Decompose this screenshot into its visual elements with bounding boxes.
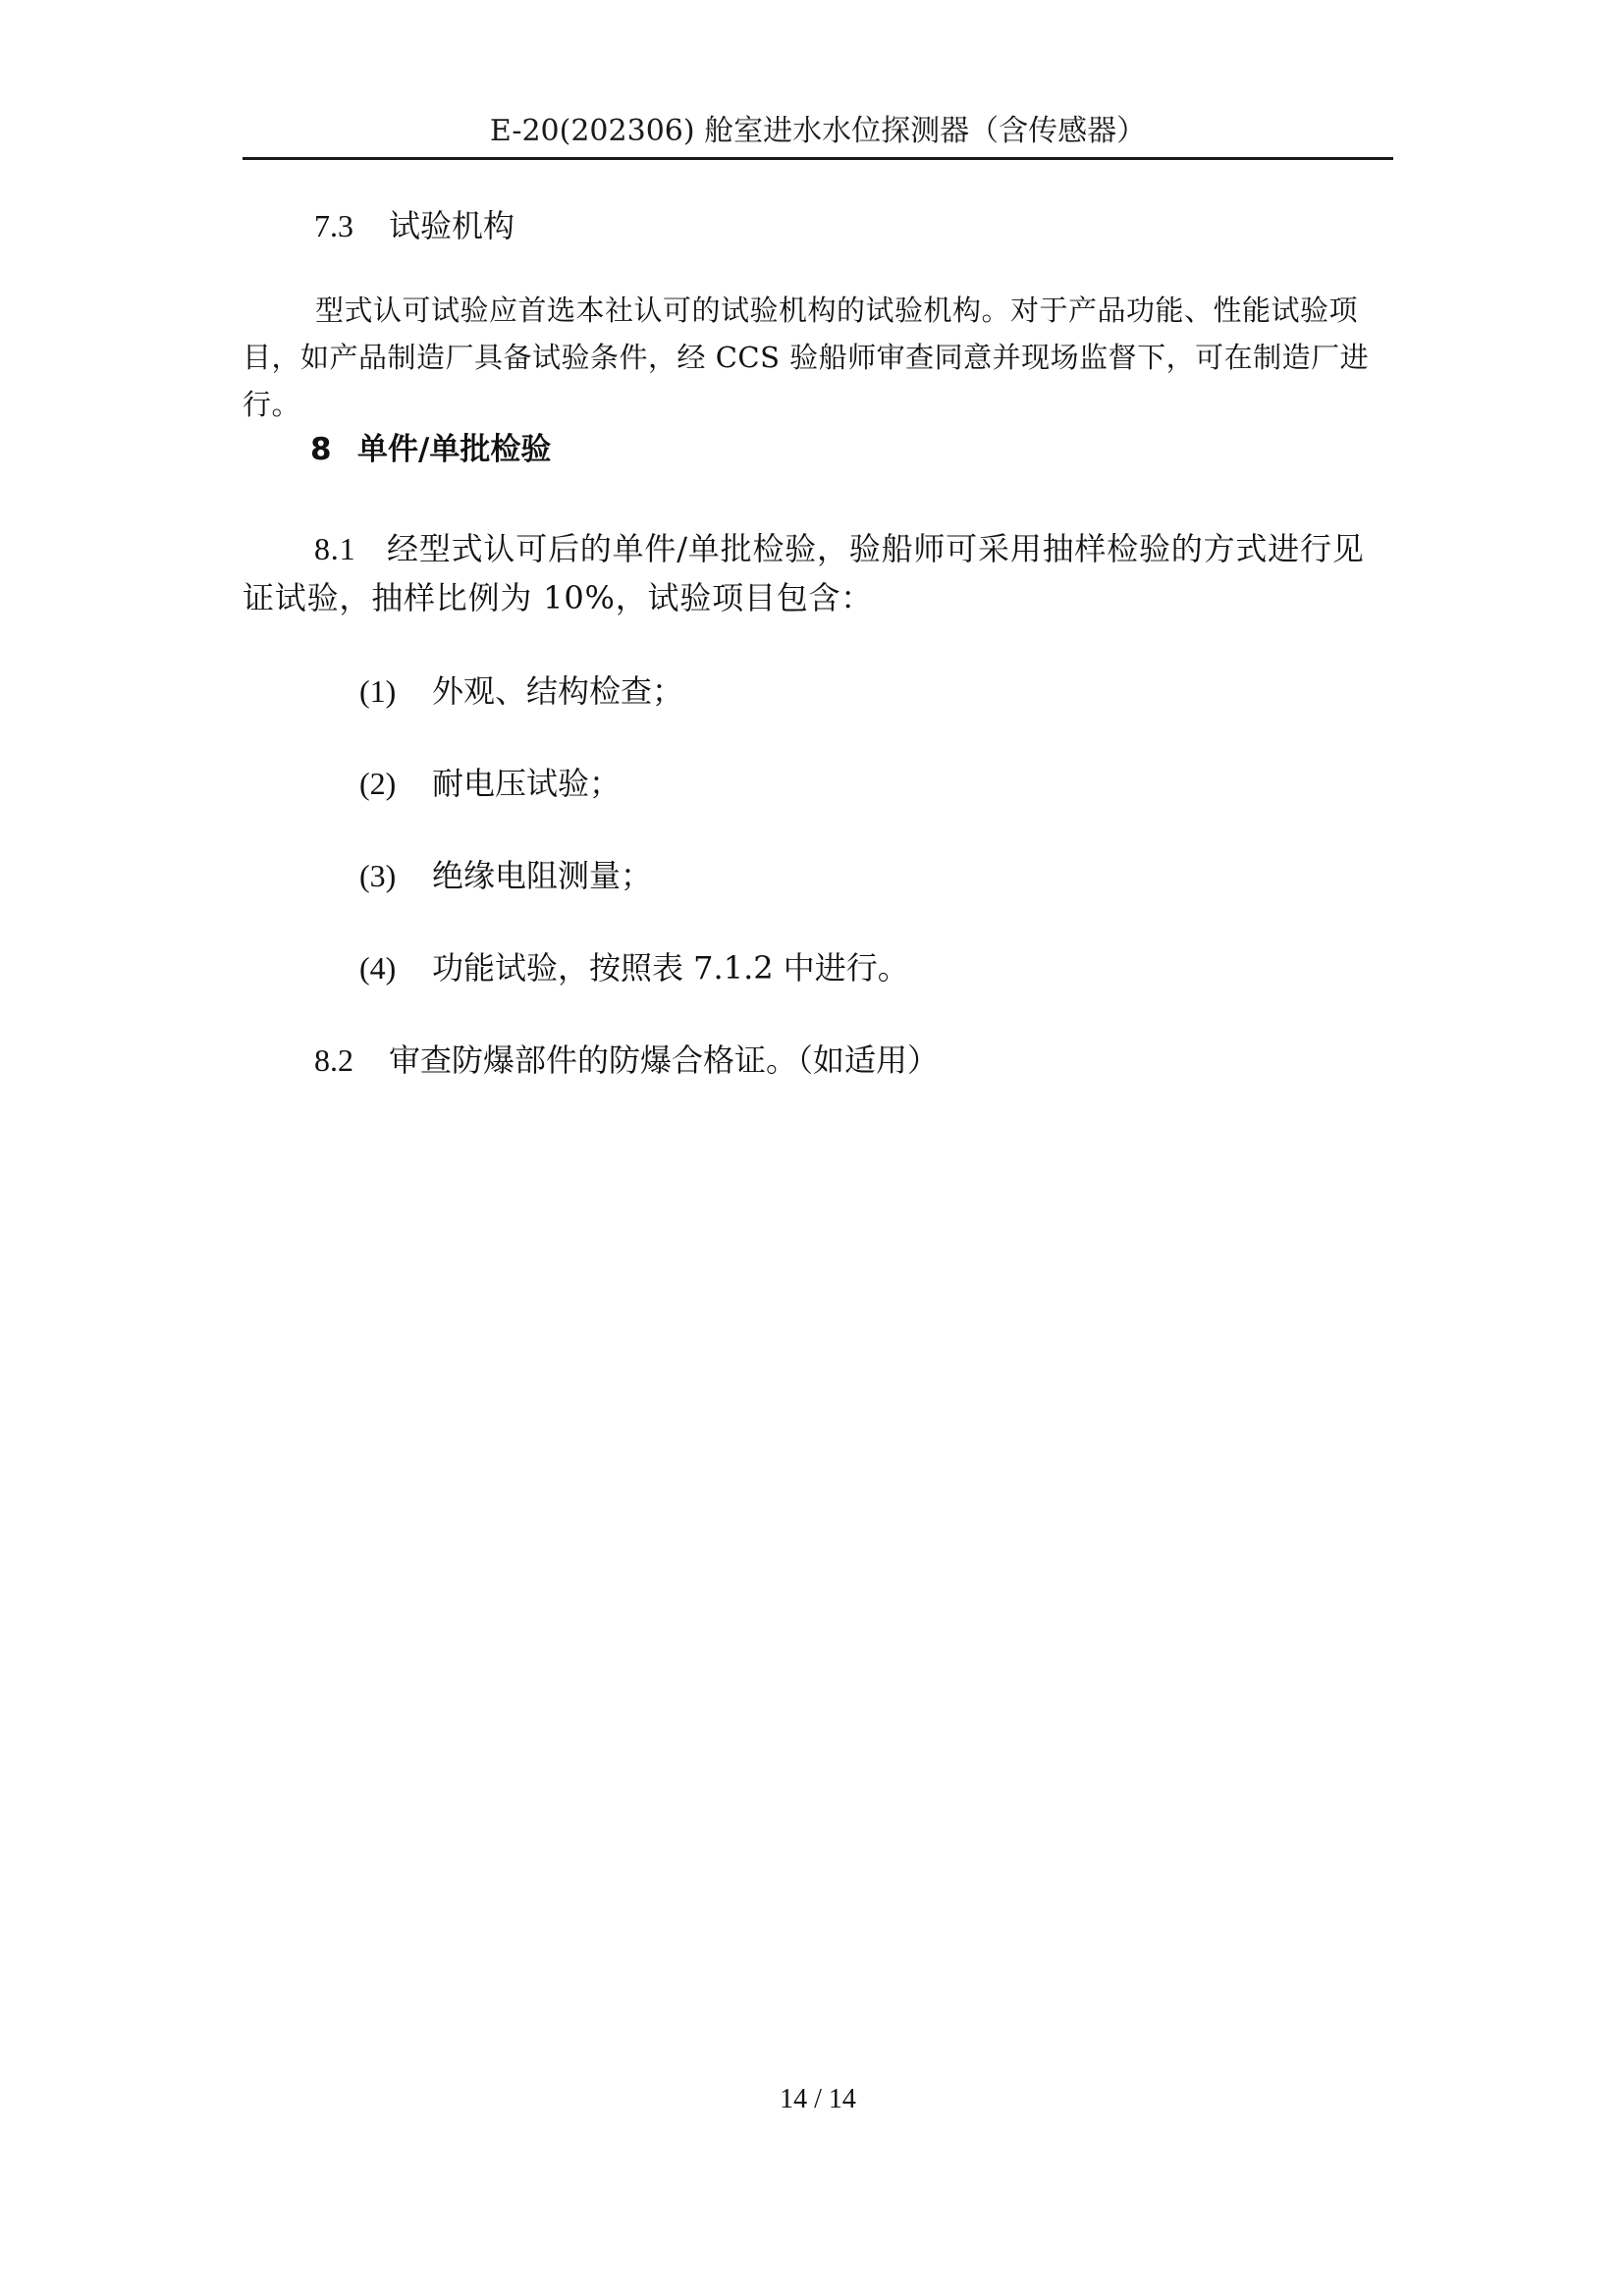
section-text: 审查防爆部件的防爆合格证。（如适用）: [389, 1041, 940, 1079]
section-title: 试验机构: [389, 207, 515, 244]
document-title: E-20(202306) 舱室进水水位探测器（含传感器）: [489, 114, 1147, 148]
section-7-3-paragraph: 型式认可试验应首选本社认可的试验机构的试验机构。对于产品功能、性能试验项目，如产品制造厂具备试验条件，经 CCS 验船师审查同意并现场监督下，可在制造厂进行。: [243, 294, 1370, 421]
list-marker: (3): [359, 858, 397, 893]
list-item: [359, 671, 683, 711]
section-7-3-heading: [314, 206, 514, 245]
section-number: 8: [310, 432, 332, 467]
list-item: [359, 948, 909, 988]
section-number: 8.1: [314, 531, 356, 566]
list-marker: (4): [359, 950, 397, 986]
section-number: 8.2: [314, 1042, 353, 1078]
list-item: [359, 764, 621, 803]
list-marker: (1): [359, 673, 397, 709]
page-footer: [243, 2083, 1393, 2116]
section-8-heading: [310, 430, 551, 469]
section-8-1-paragraph: [243, 524, 1393, 622]
section-number: 7.3: [314, 208, 353, 243]
page-header: [243, 114, 1393, 149]
page-number: 14 / 14: [780, 2084, 856, 2114]
list-item-text: 绝缘电阻测量；: [432, 857, 653, 894]
header-divider: [243, 157, 1393, 160]
list-item-text: 外观、结构检查；: [432, 672, 684, 710]
section-title: 单件/单批检验: [357, 432, 552, 467]
section-8-2-line: [314, 1041, 939, 1080]
list-marker: (2): [359, 766, 397, 801]
section-text: 经型式认可后的单件/单批检验，验船师可采用抽样检验的方式进行见证试验，抽样比例为 10%，试验项目包含：: [243, 530, 1365, 616]
list-item-text: 功能试验，按照表 7.1.2 中进行。: [432, 949, 909, 987]
list-item-text: 耐电压试验；: [432, 765, 622, 802]
list-item: [359, 856, 652, 895]
